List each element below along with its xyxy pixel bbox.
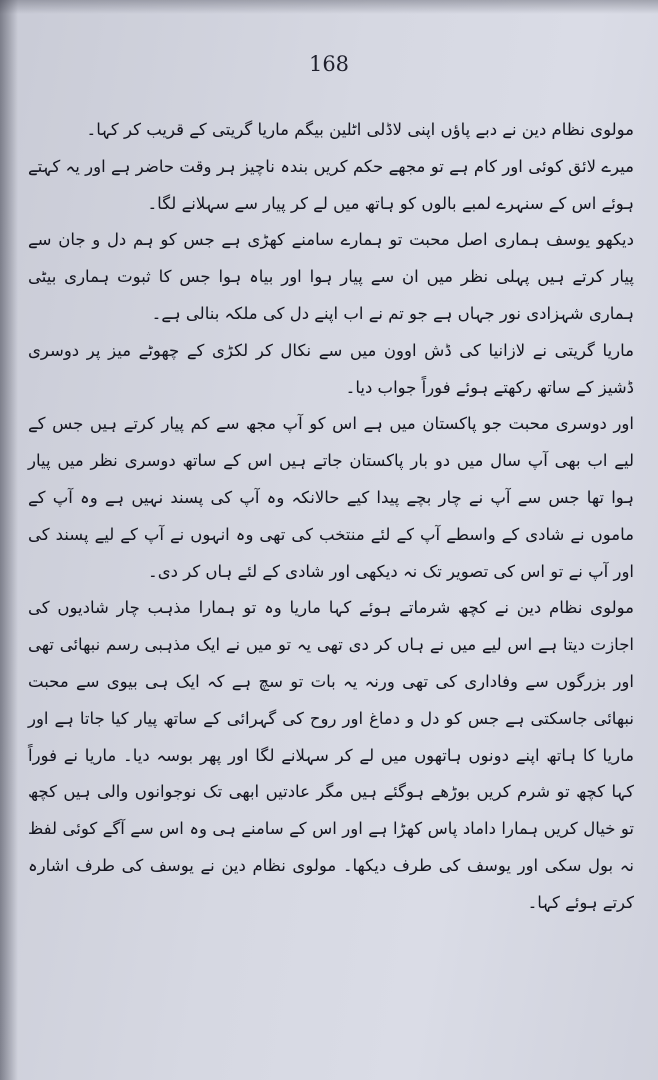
- paragraph-3: دیکھو یوسف ہماری اصل محبت تو ہمارے سامنے کھڑی ہے جس کو ہم دل و جان سے پیار کرتے ہیں پہلی نظر میں ان سے پیار ہوا اور بیاہ ہوا جس کا ثبوت ہماری بیٹی ہماری شہزادی نور جہاں ہے جو تم نے اب اپنے دل کی ملکہ بنالی ہے۔: [28, 230, 634, 323]
- paragraph-4: ماریا گریتی نے لازانیا کی ڈش اوون میں سے نکال کر لکڑی کے چھوٹے میز پر دوسری ڈشیز کے ساتھ رکھتے ہوئے فوراً جواب دیا۔: [28, 340, 634, 397]
- paragraph-6: مولوی نظام دین نے کچھ شرماتے ہوئے کہا ماریا وہ تو ہمارا مذہب چار شادیوں کی اجازت دیتا ہے اس لیے میں نے ہاں کر دی تھی یہ تو میں نے ایک مذہبی رسم نبھائی تھی اور بزرگوں سے وفاداری کی تھی ورنہ یہ بات تو سچ ہے کہ ایک ہی بیوی سے محبت نبھائی جاسکتی ہے جس کو دل و دماغ اور روح کی گہرائی کے ساتھ پیار کیا جاتا ہے اور ماریا کا ہاتھ اپنے دونوں ہاتھوں میں لے کر سہلانے لگا اور پھر بوسہ دیا۔ ماریا نے فوراً کہا کچھ تو شرم کریں بوڑھے ہوگئے ہیں مگر عادتیں ابھی تک نوجوانوں والی ہیں کچھ تو خیال کریں ہمارا داماد پاس کھڑا ہے اور اس کے سامنے ہی وہ اس سے آگے کوئی لفظ نہ بول سکی اور یوسف کی طرف دیکھا۔ مولوی نظام دین نے یوسف کی طرف اشارہ کرتے ہوئے کہا۔: [28, 598, 634, 912]
- binding-shadow: [0, 0, 18, 1080]
- page-number: 168: [308, 52, 350, 76]
- paragraph-5: اور دوسری محبت جو پاکستان میں ہے اس کو آپ مجھ سے کم پیار کرتے ہیں جس کے لیے اب بھی آپ سال میں دو بار پاکستان جاتے ہیں اس کے ساتھ دوسری نظر میں پیار ہوا تھا جس سے آپ نے چار بچے پیدا کیے حالانکہ وہ آپ کی پسند نہیں ہے وہ آپ کے ماموں نے شادی کے واسطے آپ کے لئے منتخب کی تھی وہ انہوں نے آپ کے لیے پسند کی اور آپ نے تو اس کی تصویر تک نہ دیکھی اور شادی کے لئے ہاں کر دی۔: [28, 414, 634, 581]
- paragraph-2: میرے لائق کوئی اور کام ہے تو مجھے حکم کریں بندہ ناچیز ہر وقت حاضر ہے اور یہ کہتے ہوئے اس کے سنہرے لمبے بالوں کو ہاتھ میں لے کر پیار سے سہلانے لگا۔: [28, 156, 634, 213]
- top-edge-shadow: [0, 0, 658, 14]
- page-body: [28, 112, 634, 922]
- paragraph-1: مولوی نظام دین نے دبے پاؤں اپنی لاڈلی اٹلین بیگم ماریا گریتی کے قریب کر کہا۔: [86, 120, 634, 139]
